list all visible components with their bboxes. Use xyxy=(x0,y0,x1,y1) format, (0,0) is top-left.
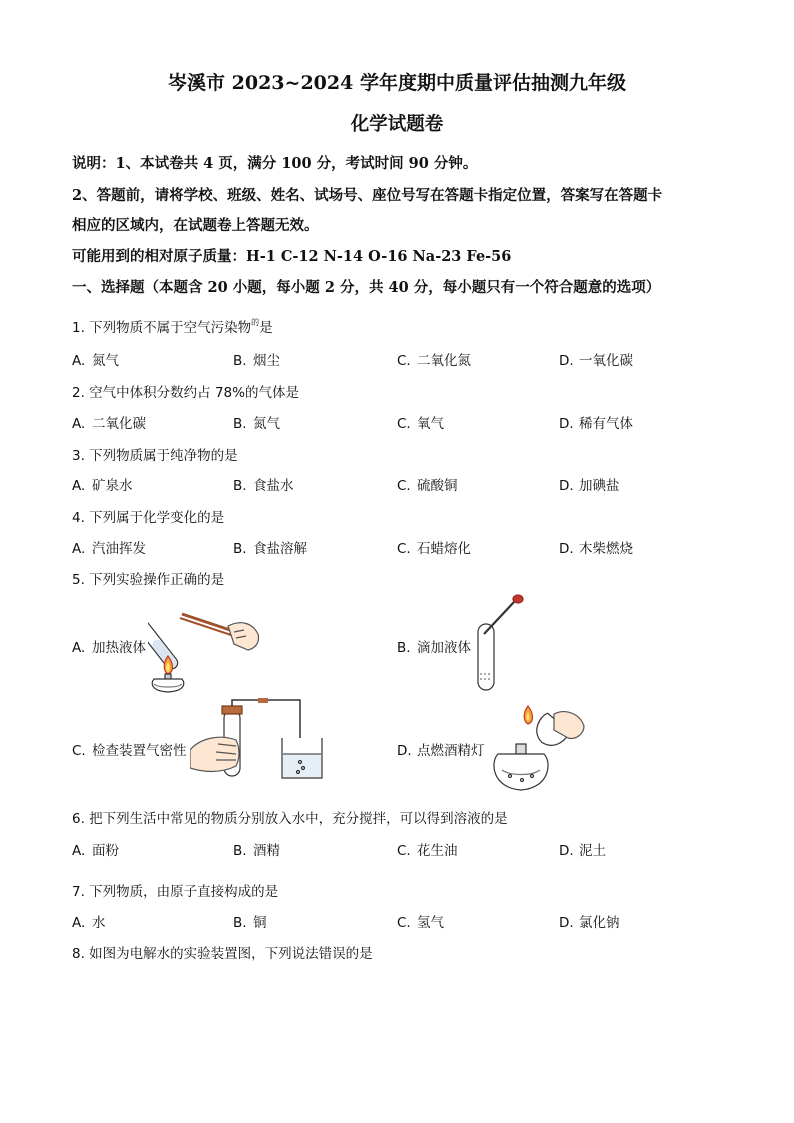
question-5-option-a: A. 加热液体 xyxy=(72,640,146,656)
question-2-option-b: B. 氮气 xyxy=(233,416,280,432)
page-subtitle: 化学试题卷 xyxy=(350,114,444,135)
question-4-option-d: D. 木柴燃烧 xyxy=(559,541,633,557)
question-7-stem: 7. 下列物质，由原子直接构成的是 xyxy=(72,884,279,900)
question-4-option-b: B. 食盐溶解 xyxy=(233,541,307,557)
question-5-option-c: C. 检查装置气密性 xyxy=(72,743,187,759)
instructions-line-3: 相应的区域内，在试题卷上答题无效。 xyxy=(72,217,319,234)
question-2-option-d: D. 稀有气体 xyxy=(559,416,633,432)
question-1-option-b: B. 烟尘 xyxy=(233,353,280,369)
heating-liquid-diagram xyxy=(148,592,263,694)
question-7-option-c: C. 氢气 xyxy=(397,915,444,931)
question-4-option-c: C. 石蜡熔化 xyxy=(397,541,471,557)
question-3-option-b: B. 食盐水 xyxy=(233,478,294,494)
question-2-option-c: C. 氧气 xyxy=(397,416,444,432)
question-4-option-a: A. 汽油挥发 xyxy=(72,541,146,557)
question-3-stem: 3. 下列物质属于纯净物的是 xyxy=(72,448,238,464)
lighting-alcohol-lamp-diagram xyxy=(488,700,586,796)
instructions-line-1: 说明：1、本试卷共 4 页，满分 100 分，考试时间 90 分钟。 xyxy=(72,155,478,172)
question-3-option-a: A. 矿泉水 xyxy=(72,478,133,494)
dropping-liquid-diagram xyxy=(470,594,530,692)
question-3-option-c: C. 硫酸铜 xyxy=(397,478,458,494)
question-1-option-c: C. 二氧化氮 xyxy=(397,353,471,369)
atomic-masses: 可能用到的相对原子质量：H-1 C-12 N-14 O-16 Na-23 Fe-56 xyxy=(72,248,512,265)
question-6-stem: 6. 把下列生活中常见的物质分别放入水中，充分搅拌，可以得到溶液的是 xyxy=(72,811,508,827)
question-8-stem: 8. 如图为电解水的实验装置图，下列说法错误的是 xyxy=(72,946,373,962)
question-6-option-d: D. 泥土 xyxy=(559,843,606,859)
question-5-option-d: D. 点燃酒精灯 xyxy=(397,743,485,759)
question-2-stem: 2. 空气中体积分数约占 78%的气体是 xyxy=(72,385,299,401)
question-7-option-d: D. 氯化钠 xyxy=(559,915,620,931)
section-heading: 一、选择题（本题含 20 小题，每小题 2 分，共 40 分，每小题只有一个符合题意的选项） xyxy=(72,279,661,296)
question-5-option-b: B. 滴加液体 xyxy=(397,640,471,656)
question-1-option-d: D. 一氧化碳 xyxy=(559,353,633,369)
question-7-option-a: A. 水 xyxy=(72,915,106,931)
question-1-stem: 1. 下列物质不属于空气污染物$^的$是 xyxy=(72,318,273,336)
question-7-option-b: B. 铜 xyxy=(233,915,267,931)
instructions-line-2: 2、答题前，请将学校、班级、姓名、试场号、座位号写在答题卡指定位置，答案写在答题卡 xyxy=(72,187,663,204)
question-2-option-a: A. 二氧化碳 xyxy=(72,416,146,432)
question-5-stem: 5. 下列实验操作正确的是 xyxy=(72,572,225,588)
question-6-option-a: A. 面粉 xyxy=(72,843,119,859)
question-3-option-d: D. 加碘盐 xyxy=(559,478,620,494)
question-4-stem: 4. 下列属于化学变化的是 xyxy=(72,510,225,526)
question-1-option-a: A. 氮气 xyxy=(72,353,119,369)
question-6-option-c: C. 花生油 xyxy=(397,843,458,859)
question-6-option-b: B. 酒精 xyxy=(233,843,280,859)
page-title: 岑溪市 2023~2024 学年度期中质量评估抽测九年级 xyxy=(168,72,626,94)
airtightness-check-diagram xyxy=(190,698,330,780)
